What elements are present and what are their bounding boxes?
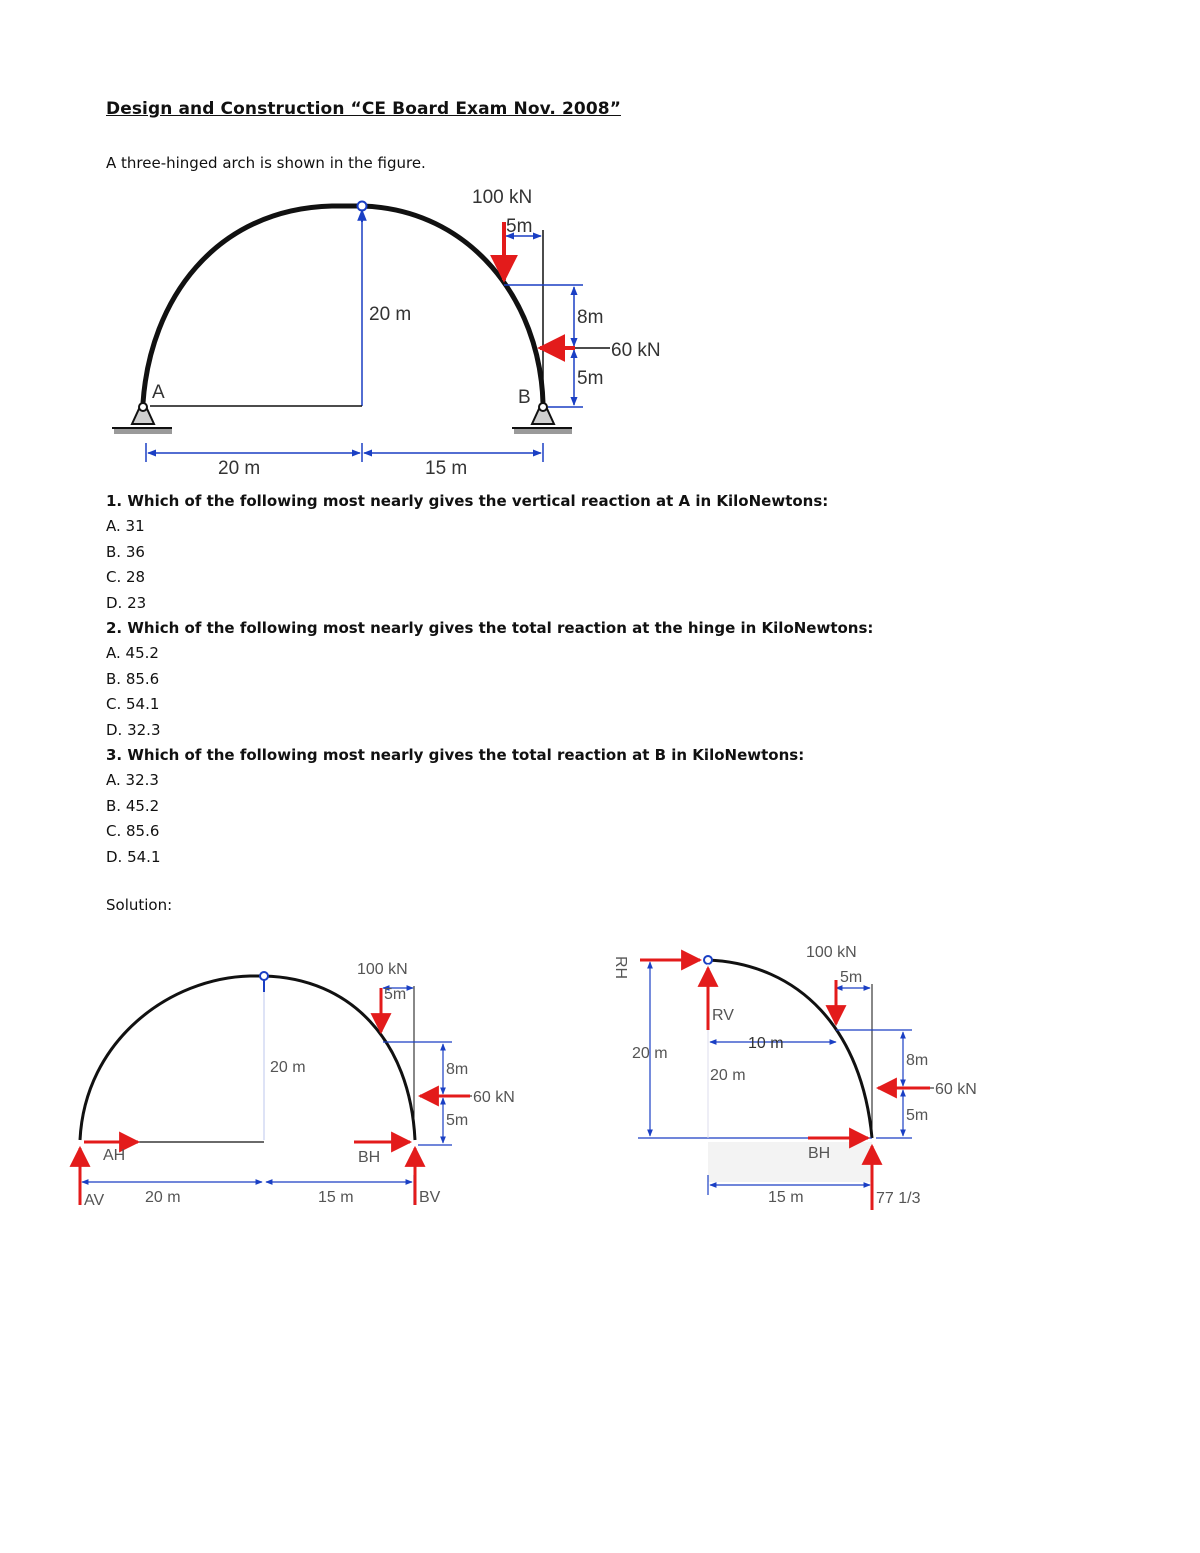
- span-label: 15 m: [768, 1189, 804, 1206]
- rise-label: 20 m: [270, 1059, 306, 1076]
- crown-hinge: [260, 972, 268, 980]
- support-a-label: A: [152, 382, 165, 403]
- choice: A. 45.2: [106, 644, 159, 663]
- dim-upper-label: 8m: [906, 1052, 929, 1069]
- dim-mid-label: 10 m: [748, 1035, 784, 1052]
- questions: [106, 489, 873, 870]
- choice: B. 85.6: [106, 669, 160, 688]
- bh-label: BH: [358, 1149, 381, 1166]
- support-b-label: B: [518, 387, 531, 408]
- span-right-label: 15 m: [318, 1189, 354, 1206]
- span-left-label: 20 m: [218, 458, 261, 479]
- load-horizontal-label: 60 kN: [935, 1081, 977, 1098]
- choice: D. 23: [106, 593, 147, 612]
- choice: B. 45.2: [106, 796, 160, 815]
- bv-value-label: 77 1/3: [876, 1190, 921, 1207]
- arch-member: [80, 976, 415, 1140]
- choice: A. 31: [106, 517, 145, 536]
- choice: C. 85.6: [106, 822, 160, 841]
- dim-upper-label: 8m: [446, 1061, 469, 1078]
- bv-label: BV: [419, 1189, 441, 1206]
- load-horizontal-label: 60 kN: [611, 340, 661, 361]
- load-vertical-label: 100 kN: [357, 961, 408, 978]
- arch-member: [708, 960, 872, 1138]
- dim-upper-label: 8m: [577, 307, 604, 328]
- page-title: Design and Construction “CE Board Exam Nov. 2008”: [106, 99, 621, 119]
- dim-lower-label: 5m: [906, 1107, 929, 1124]
- load-vertical-label: 100 kN: [806, 944, 857, 961]
- span-right-label: 15 m: [425, 458, 468, 479]
- question-2: 2. Which of the following most nearly gives the total reaction at the hinge in KiloNewtons:: [106, 619, 874, 638]
- load-offset-label: 5m: [506, 216, 533, 237]
- choice: C. 54.1: [106, 695, 160, 714]
- load-horizontal-label: 60 kN: [473, 1089, 515, 1106]
- choice: C. 28: [106, 568, 146, 587]
- full-fbd-figure: [0, 920, 600, 1220]
- question-3: 3. Which of the following most nearly gives the total reaction at B in KiloNewtons:: [106, 746, 805, 765]
- choice: D. 54.1: [106, 847, 161, 866]
- dim-lower-label: 5m: [577, 368, 604, 389]
- question-1: 1. Which of the following most nearly gives the vertical reaction at A in KiloNewtons:: [106, 492, 829, 510]
- arch-figure: [0, 0, 1200, 500]
- span-left-label: 20 m: [145, 1189, 181, 1206]
- choice: A. 32.3: [106, 771, 159, 790]
- intro-text: A three-hinged arch is shown in the figure.: [106, 154, 426, 172]
- rh-label: RH: [612, 956, 629, 980]
- choice: B. 36: [106, 542, 145, 561]
- arch-member: [143, 206, 543, 403]
- load-offset-label: 5m: [384, 986, 407, 1003]
- right-fbd-figure: [600, 920, 1200, 1220]
- bh-label: BH: [808, 1145, 831, 1162]
- choice: D. 32.3: [106, 720, 161, 739]
- rise-inner-label: 20 m: [710, 1067, 746, 1084]
- solution-label: Solution:: [106, 896, 173, 914]
- load-vertical-label: 100 kN: [472, 187, 533, 208]
- load-offset-label: 5m: [840, 969, 863, 986]
- crown-hinge: [704, 956, 712, 964]
- support-a-pin: [112, 400, 172, 434]
- rise-label: 20 m: [369, 304, 412, 325]
- crown-hinge: [358, 202, 367, 211]
- rise-label: 20 m: [632, 1045, 668, 1062]
- av-label: AV: [84, 1192, 105, 1209]
- rv-label: RV: [712, 1007, 734, 1024]
- ah-label: AH: [103, 1147, 126, 1164]
- dim-lower-label: 5m: [446, 1112, 469, 1129]
